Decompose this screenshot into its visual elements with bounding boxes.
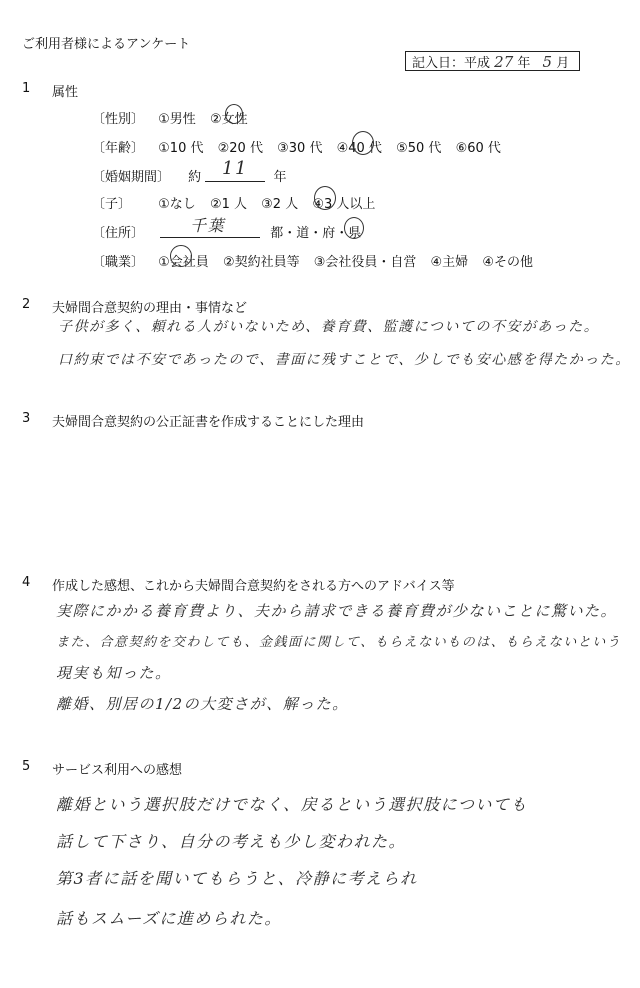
section-5-title: サービス利用への感想 <box>52 763 183 778</box>
age-option-20: ②20 代 <box>217 141 263 156</box>
job-option-contract: ②契約社員等 <box>222 255 300 270</box>
date-label: 記入日：平成 <box>412 56 491 71</box>
job-row <box>92 251 543 270</box>
entry-date-box <box>405 51 580 71</box>
date-month-unit: 月 <box>556 56 570 71</box>
selected-circle-mark <box>352 131 374 155</box>
age-option-30: ③30 代 <box>277 141 323 156</box>
children-option-3plus: ④3 人以上 <box>312 197 376 212</box>
job-option-employee: ①会社員 <box>158 255 209 270</box>
marriage-years-handwritten: 11 <box>222 158 248 179</box>
date-month: 5 <box>542 53 553 71</box>
section-3-title: 夫婦間合意契約の公正証書を作成することにした理由 <box>52 415 365 430</box>
section-2-number: 2 <box>22 297 31 312</box>
address-row <box>92 222 361 241</box>
date-year: 27 <box>494 53 514 71</box>
section-2-title: 夫婦間合意契約の理由・事情など <box>52 301 248 316</box>
section-5-answer-line-2: 話して下さり、自分の考えも少し変われた。 <box>56 832 407 851</box>
job-option-executive: ③会社役員・自営 <box>313 255 417 270</box>
job-label: 〔職業〕 <box>92 255 145 270</box>
section-4-answer-line-3: 現実も知った。 <box>56 664 172 682</box>
gender-option-male: ①男性 <box>158 112 196 127</box>
selected-circle-mark <box>170 245 192 267</box>
marriage-prefix: 約 <box>188 170 202 185</box>
section-5-answer-line-1: 離婚という選択肢だけでなく、戻るという選択肢についても <box>56 795 528 814</box>
section-5-number: 5 <box>22 759 31 774</box>
children-label: 〔子〕 <box>92 197 132 212</box>
marriage-unit: 年 <box>273 170 287 185</box>
date-year-unit: 年 <box>517 56 531 71</box>
children-option-1: ②1 人 <box>209 197 247 212</box>
marriage-underline <box>205 181 265 182</box>
children-option-2: ③2 人 <box>261 197 299 212</box>
section-4-answer-line-1: 実際にかかる養育費より、夫から請求できる養育費が少ないことに驚いた。 <box>56 602 618 620</box>
selected-circle-mark <box>225 104 243 124</box>
job-option-other: ④その他 <box>482 255 533 270</box>
section-2-answer-line-2: 口約束では不安であったので、書面に残すことで、少しでも安心感を得たかった。 <box>58 352 631 368</box>
section-4-answer-line-2: また、合意契約を交わしても、金銭面に関して、もらえないものは、もらえないという <box>56 635 622 650</box>
age-option-10: ①10 代 <box>158 141 204 156</box>
section-1-title: 属性 <box>52 85 79 100</box>
age-option-60: ⑥60 代 <box>455 141 501 156</box>
section-2-answer-line-1: 子供が多く、頼れる人がいないため、養育費、監護についての不安があった。 <box>58 319 600 335</box>
section-1-number: 1 <box>22 81 31 96</box>
selected-circle-mark <box>314 186 336 210</box>
section-4-title: 作成した感想、これから夫婦間合意契約をされる方へのアドバイス等 <box>52 579 455 594</box>
gender-option-female: ②女性 <box>209 112 248 127</box>
children-option-none: ①なし <box>158 197 196 212</box>
address-label: 〔住所〕 <box>92 226 145 241</box>
address-suffix: 都・道・府・県 <box>270 226 362 241</box>
page-title: ご利用者様によるアンケート <box>22 37 191 52</box>
section-5-answer-line-3: 第3者に話を聞いてもらうと、冷静に考えられ <box>56 869 418 888</box>
marriage-row <box>92 166 286 185</box>
address-handwritten: 千葉 <box>190 216 226 235</box>
age-option-40: ④40 代 <box>336 141 382 156</box>
gender-label: 〔性別〕 <box>92 112 145 127</box>
age-row <box>92 137 511 156</box>
section-3-number: 3 <box>22 411 31 426</box>
age-label: 〔年齢〕 <box>92 141 145 156</box>
address-underline <box>160 237 260 238</box>
age-option-50: ⑤50 代 <box>396 141 442 156</box>
marriage-label: 〔婚姻期間〕 <box>92 170 171 185</box>
section-5-answer-line-4: 話もスムーズに進められた。 <box>56 909 282 928</box>
children-row <box>92 193 385 212</box>
selected-circle-mark <box>344 217 364 239</box>
section-4-number: 4 <box>22 575 31 590</box>
job-option-housewife: ④主婦 <box>430 255 469 270</box>
section-4-answer-line-4: 離婚、別居の1/2の大変さが、解った。 <box>56 695 349 713</box>
